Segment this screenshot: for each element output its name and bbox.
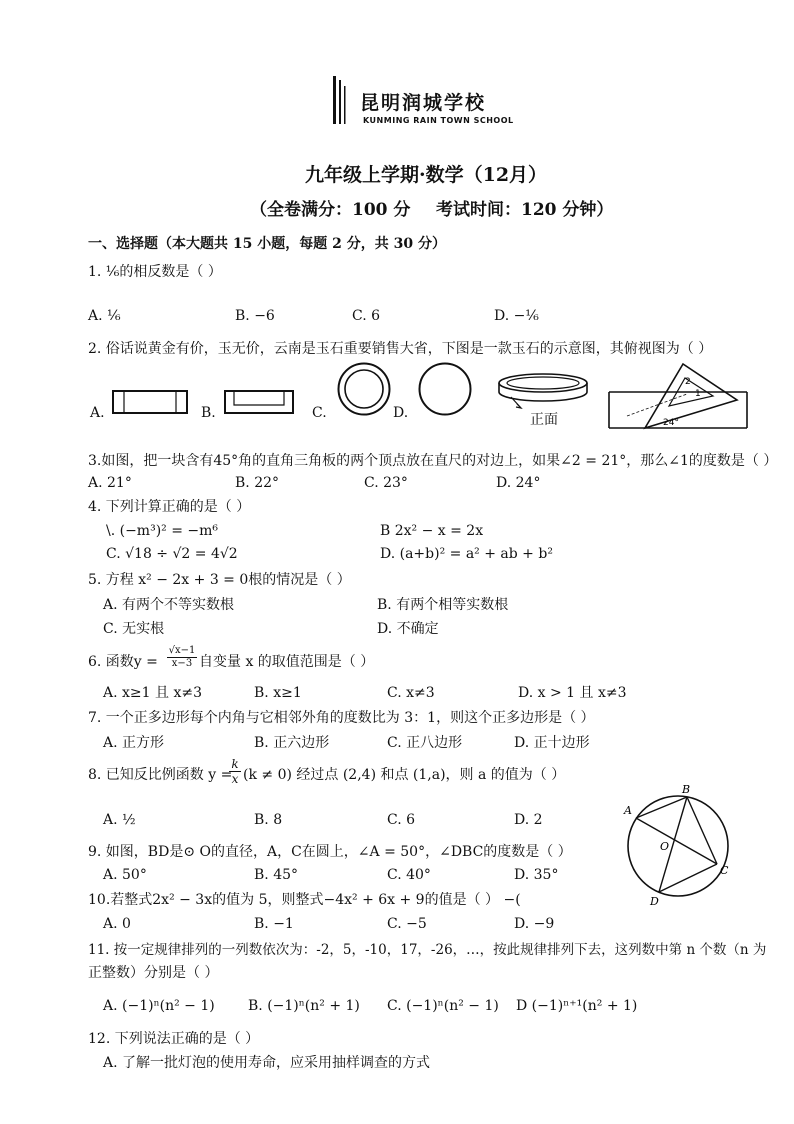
point-o-label: O bbox=[660, 840, 670, 853]
page-title: 九年级上学期·数学（12月） bbox=[305, 164, 548, 186]
q8-option-b: B. 8 bbox=[254, 812, 283, 828]
section-header: 一、选择题（本大题共 15 小题，每题 2 分，共 30 分） bbox=[88, 236, 446, 252]
q8-option-c: C. 6 bbox=[387, 812, 416, 828]
q9-option-a: A. 50° bbox=[103, 867, 147, 883]
q2-option-b-figure bbox=[224, 390, 294, 414]
q11-option-a: A. (−1)ⁿ(n² − 1) bbox=[103, 998, 215, 1014]
q11-stem-line2: 正整数）分别是（ ） bbox=[88, 965, 219, 981]
q6-fraction bbox=[167, 645, 197, 670]
q8-fraction-numerator: k bbox=[229, 757, 241, 772]
q9-option-c: C. 40° bbox=[387, 867, 431, 883]
point-d-label: D bbox=[650, 895, 659, 908]
ruler-triangle-diagram bbox=[607, 360, 749, 432]
q8-stem-pre: 8. 已知反比例函数 y = bbox=[88, 767, 233, 783]
q1-option-b: B. −6 bbox=[235, 308, 275, 324]
q9-option-b: B. 45° bbox=[254, 867, 299, 883]
q12-stem: 12. 下列说法正确的是（ ） bbox=[88, 1031, 260, 1047]
q6-fraction-numerator: √x−1 bbox=[168, 645, 196, 656]
q9-option-d: D. 35° bbox=[514, 867, 559, 883]
score-info: （全卷满分：100 分 bbox=[250, 200, 411, 220]
q12-option-a: A. 了解一批灯泡的使用寿命，应采用抽样调查的方式 bbox=[103, 1055, 431, 1071]
q10-option-b: B. −1 bbox=[254, 916, 294, 932]
q5-option-a: A. 有两个不等实数根 bbox=[103, 597, 235, 613]
q6-option-d: D. x > 1 且 x≠3 bbox=[518, 685, 627, 701]
q5-option-b: B. 有两个相等实数根 bbox=[377, 597, 509, 613]
q3-option-d: D. 24° bbox=[496, 475, 541, 491]
q3-figure bbox=[607, 360, 749, 432]
q3-option-c: C. 23° bbox=[364, 475, 408, 491]
logo-bars bbox=[333, 76, 353, 124]
school-logo-en: KUNMING RAIN TOWN SCHOOL bbox=[363, 116, 514, 125]
q2-front-label: 正面 bbox=[530, 412, 558, 428]
q6-option-c: C. x≠3 bbox=[387, 685, 435, 701]
q9-stem: 9. 如图，BD是⊙ O的直径，A，C在圆上，∠A = 50°，∠DBC的度数是（ ） bbox=[88, 844, 572, 860]
q7-option-b: B. 正六边形 bbox=[254, 735, 330, 751]
q8-fraction bbox=[229, 757, 241, 786]
q2-option-d-label: D. bbox=[393, 405, 409, 421]
q5-option-d: D. 不确定 bbox=[377, 621, 439, 637]
q6-option-a: A. x≥1 且 x≠3 bbox=[103, 685, 202, 701]
time-info: 考试时间：120 分钟） bbox=[436, 200, 614, 220]
point-c-label: C bbox=[720, 864, 729, 877]
ring-icon bbox=[337, 362, 391, 416]
logo-mark-icon bbox=[333, 76, 353, 124]
q10-option-a: A. 0 bbox=[103, 916, 131, 932]
q1-option-c: C. 6 bbox=[352, 308, 381, 324]
q10-option-d: D. −9 bbox=[514, 916, 555, 932]
school-logo-cn: 昆明润城学校 bbox=[360, 92, 487, 114]
angle-1-label: 1 bbox=[695, 389, 701, 399]
q6-option-b: B. x≥1 bbox=[254, 685, 302, 701]
q8-stem-post: (k ≠ 0) 经过点 (2,4) 和点 (1,a)，则 a 的值为（ ） bbox=[243, 767, 566, 783]
q11-option-b: B. (−1)ⁿ(n² + 1) bbox=[248, 998, 360, 1014]
circle-diameter-diagram bbox=[612, 784, 738, 908]
q7-stem: 7. 一个正多边形每个内角与它相邻外角的度数比为 3：1，则这个正多边形是（ ） bbox=[88, 710, 595, 726]
angle-2-label: 2 bbox=[685, 377, 691, 387]
q2-option-b-label: B. bbox=[201, 405, 216, 421]
q4-option-c: C. √18 ÷ √2 = 4√2 bbox=[106, 546, 238, 562]
q6-stem-post: 自变量 x 的取值范围是（ ） bbox=[199, 654, 375, 670]
q9-circle-figure bbox=[612, 784, 738, 908]
q10-stem: 10.若整式2x² − 3x的值为 5，则整式−4x² + 6x + 9的值是（ ） −( bbox=[88, 892, 521, 908]
q1-option-d: D. −¹⁄₆ bbox=[494, 308, 539, 324]
q6-stem-pre: 6. 函数y = bbox=[88, 654, 158, 670]
q11-option-c: C. (−1)ⁿ(n² − 1) bbox=[387, 998, 499, 1014]
q4-option-b: B 2x² − x = 2x bbox=[380, 523, 484, 539]
q11-option-d: D (−1)ⁿ⁺¹(n² + 1) bbox=[516, 998, 638, 1014]
q11-stem-line1: 11. 按一定规律排列的一列数依次为：-2，5，-10，17，-26，…，按此规律排列下去，这列数中第 n 个数（n 为 bbox=[88, 942, 767, 958]
angle-24-label: 24° bbox=[663, 418, 679, 428]
q4-option-d: D. (a+b)² = a² + ab + b² bbox=[380, 546, 553, 562]
q8-fraction-denominator: x bbox=[231, 772, 239, 786]
rectangle-band-dashed-icon bbox=[224, 390, 294, 414]
q2-option-a-label: A. bbox=[90, 405, 105, 421]
rectangle-band-icon bbox=[112, 390, 188, 414]
q2-option-c-label: C. bbox=[312, 405, 327, 421]
q3-option-a: A. 21° bbox=[88, 475, 132, 491]
q6-fraction-denominator: x−3 bbox=[171, 658, 193, 669]
circle-icon bbox=[418, 362, 472, 416]
q1-option-a: A. ¹⁄₆ bbox=[88, 308, 121, 324]
q10-option-c: C. −5 bbox=[387, 916, 427, 932]
q2-option-d-figure bbox=[418, 362, 472, 416]
point-a-label: A bbox=[624, 804, 632, 817]
q4-option-a: \. (−m³)² = −m⁶ bbox=[106, 523, 219, 539]
point-b-label: B bbox=[682, 784, 691, 796]
q8-option-a: A. ½ bbox=[103, 812, 136, 828]
q2-option-a-figure bbox=[112, 390, 188, 414]
q2-stem: 2. 俗话说黄金有价，玉无价，云南是玉石重要销售大省，下图是一款玉石的示意图，其俯视图为（ ） bbox=[88, 341, 713, 357]
q5-stem: 5. 方程 x² − 2x + 3 = 0根的情况是（ ） bbox=[88, 572, 351, 588]
q3-stem: 3.如图，把一块含有45°角的直角三角板的两个顶点放在直尺的对边上，如果∠2 = 21°，那么∠1的度数是（ ） bbox=[88, 453, 778, 469]
q7-option-d: D. 正十边形 bbox=[514, 735, 590, 751]
q3-option-b: B. 22° bbox=[235, 475, 280, 491]
q4-stem: 4. 下列计算正确的是（ ） bbox=[88, 499, 251, 515]
q7-option-c: C. 正八边形 bbox=[387, 735, 463, 751]
q8-option-d: D. 2 bbox=[514, 812, 543, 828]
q2-option-c-figure bbox=[337, 362, 391, 416]
q7-option-a: A. 正方形 bbox=[103, 735, 165, 751]
q5-option-c: C. 无实根 bbox=[103, 621, 165, 637]
q1-stem: 1. ¹⁄₆的相反数是（ ） bbox=[88, 264, 222, 280]
